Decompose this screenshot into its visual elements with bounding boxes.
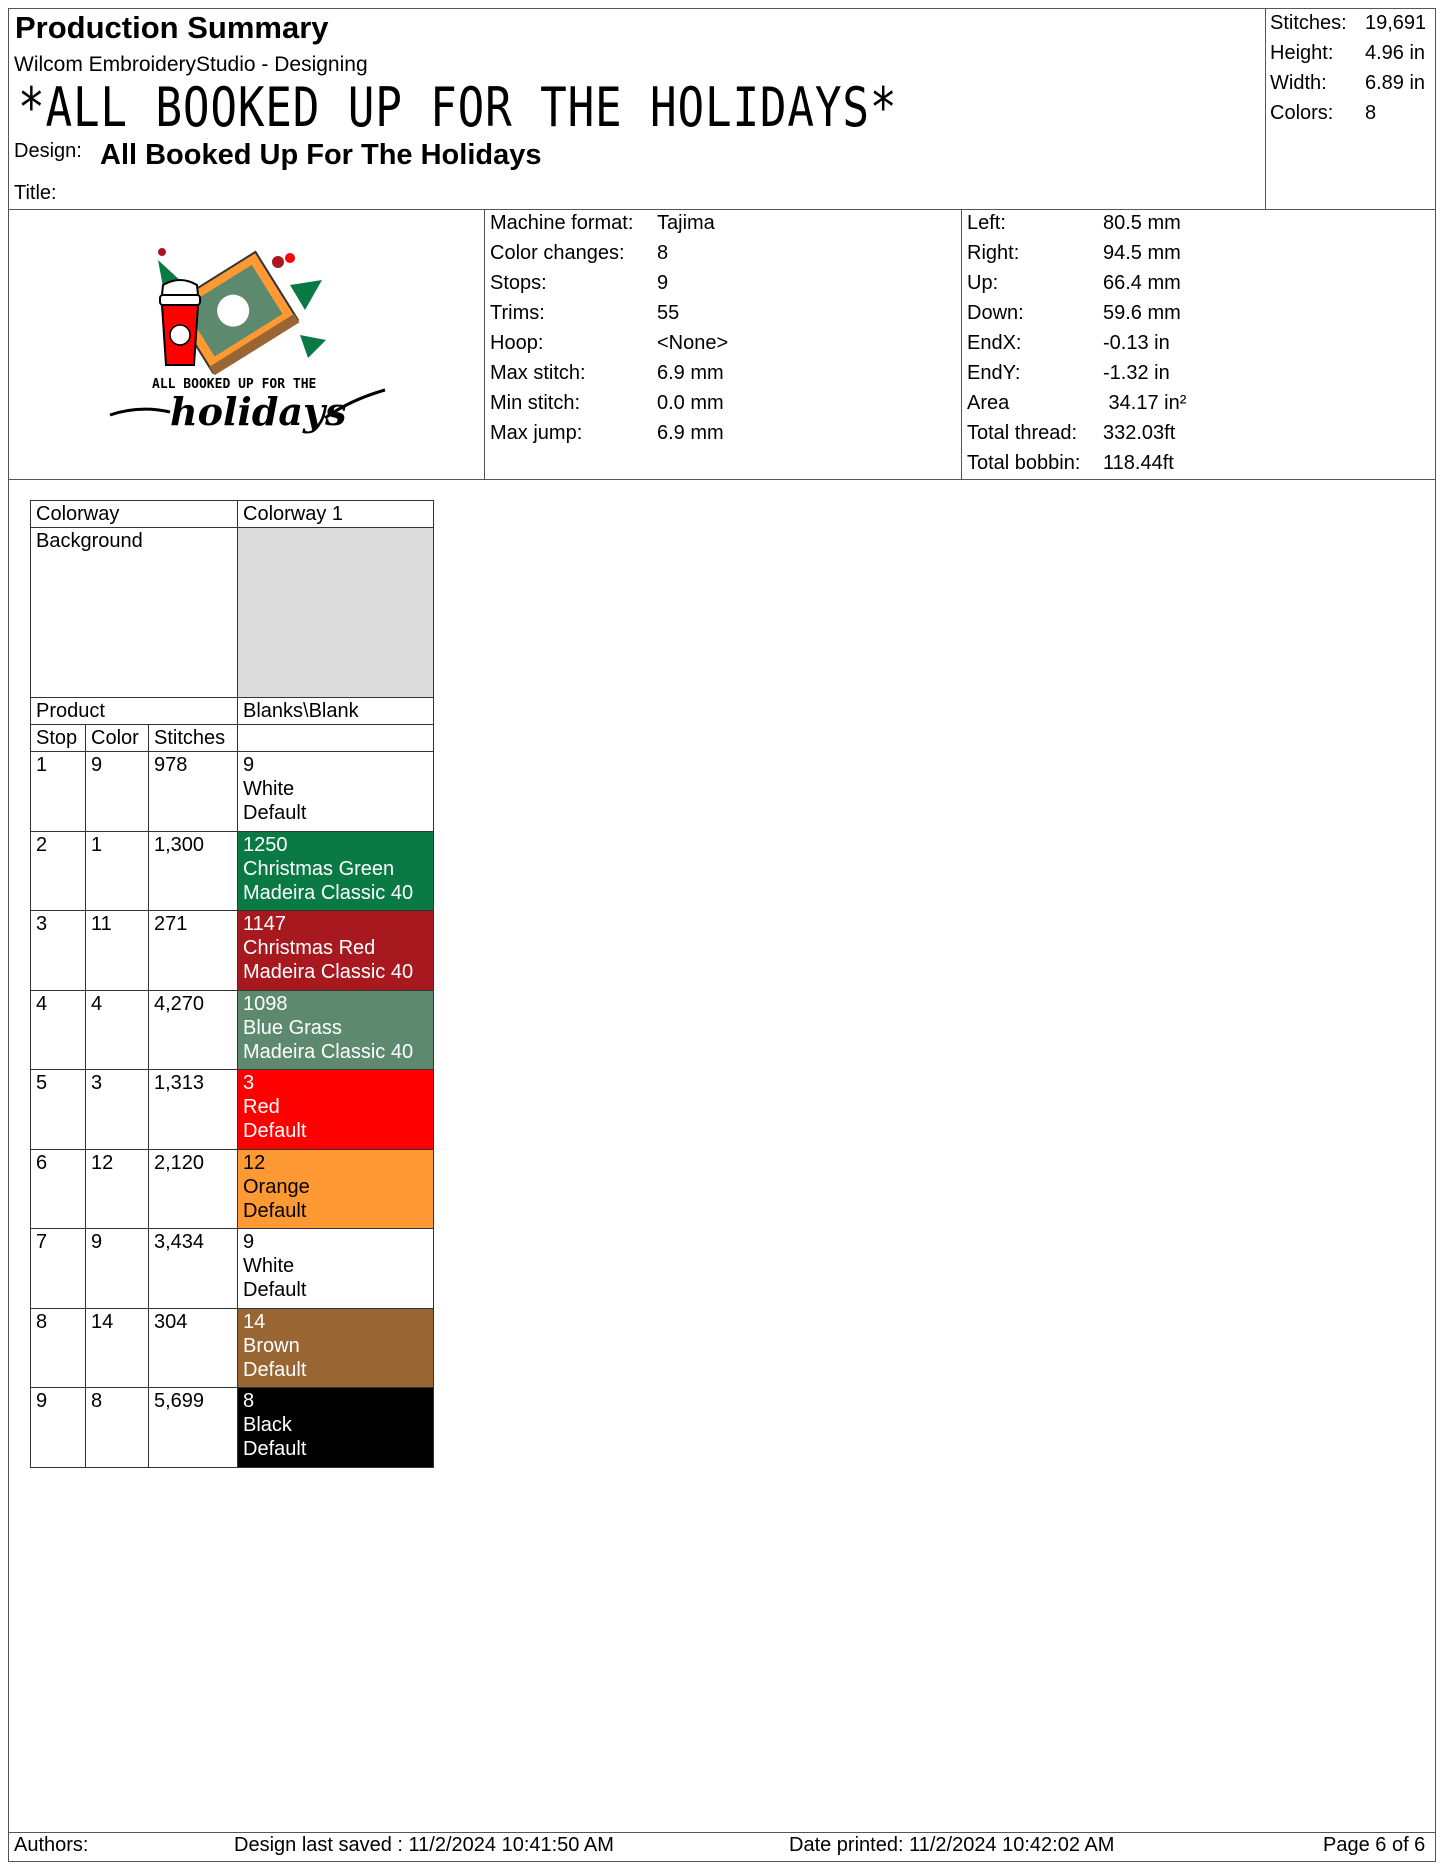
stitches-cell: 304 — [149, 1308, 238, 1388]
thread-code: 12 — [243, 1151, 266, 1174]
summary-value: 6.89 in — [1365, 72, 1426, 94]
thread-chart: Default — [243, 802, 307, 824]
extents-value: 118.44ft — [1103, 452, 1174, 474]
summary-value: 4.96 in — [1365, 42, 1426, 64]
machine-info-label: Hoop: — [490, 332, 544, 354]
summary-value: 19,691 — [1365, 12, 1427, 34]
machine-info-label: Trims: — [490, 302, 545, 324]
thread-chart: Madeira Classic 40 — [243, 1040, 414, 1063]
summary-row — [1270, 8, 1426, 38]
extents-value: -0.13 in — [1103, 332, 1170, 354]
machine-info-value: 6.9 mm — [657, 422, 724, 444]
extents-label: Total thread: — [967, 422, 1078, 444]
footer-last-saved: Design last saved : 11/2/2024 10:41:50 AM — [234, 1834, 614, 1856]
column-header-thread — [238, 725, 434, 752]
column-header-stitches: Stitches — [149, 725, 238, 752]
thread-code: 1098 — [243, 992, 288, 1015]
background-swatch — [238, 528, 434, 698]
extents-panel — [967, 208, 1186, 478]
color-cell: 8 — [86, 1388, 149, 1468]
thread-code: 1147 — [243, 913, 287, 935]
thread-swatch — [238, 990, 434, 1070]
machine-info-value: 0.0 mm — [657, 392, 724, 414]
thread-chart: Default — [243, 1199, 307, 1222]
software-name: Wilcom EmbroideryStudio - Designing — [14, 53, 368, 76]
summary-panel — [1270, 8, 1426, 128]
info-bottom-rule — [8, 479, 1436, 480]
extents-row — [967, 208, 1186, 238]
thread-chart: Default — [243, 1438, 307, 1460]
thread-name: Orange — [243, 1175, 310, 1198]
machine-info-label: Max stitch: — [490, 362, 586, 384]
extents-row — [967, 298, 1186, 328]
extents-row — [967, 328, 1186, 358]
machine-info-value: 9 — [657, 272, 669, 294]
machine-info-row — [490, 208, 728, 238]
stop-cell: 6 — [31, 1149, 86, 1229]
extents-label: Down: — [967, 302, 1024, 324]
stop-cell: 1 — [31, 752, 86, 832]
product-row — [31, 698, 434, 725]
stitches-cell: 271 — [149, 911, 238, 991]
extents-value: -1.32 in — [1103, 362, 1170, 384]
stop-row — [31, 990, 434, 1070]
color-cell: 3 — [86, 1070, 149, 1150]
footer-page-number: Page 6 of 6 — [1323, 1834, 1426, 1856]
thread-swatch — [238, 911, 434, 991]
thread-code: 9 — [243, 754, 255, 776]
summary-label: Height: — [1270, 42, 1334, 64]
extents-row — [967, 388, 1186, 418]
footer-authors: Authors: — [14, 1834, 89, 1856]
stitches-cell: 1,313 — [149, 1070, 238, 1150]
background-label: Background — [31, 528, 238, 698]
summary-label: Width: — [1270, 72, 1327, 94]
summary-row — [1270, 38, 1426, 68]
extents-value: 94.5 mm — [1103, 242, 1181, 264]
summary-label: Stitches: — [1270, 12, 1347, 34]
machine-info-value: 8 — [657, 242, 669, 264]
stop-cell: 9 — [31, 1388, 86, 1468]
thread-name: White — [243, 1255, 295, 1277]
background-row — [31, 528, 434, 698]
colorway-label: Colorway — [31, 501, 238, 528]
design-caption: *ALL BOOKED UP FOR THE HOLIDAYS* — [18, 76, 898, 139]
machine-info-row — [490, 358, 728, 388]
stop-cell: 7 — [31, 1229, 86, 1309]
thread-chart: Default — [243, 1120, 307, 1142]
thread-code: 9 — [243, 1231, 255, 1253]
page-title: Production Summary — [15, 10, 329, 45]
stop-cell: 2 — [31, 831, 86, 911]
stitches-cell: 2,120 — [149, 1149, 238, 1229]
footer-rule — [8, 1832, 1436, 1833]
machine-info-label: Machine format: — [490, 212, 634, 234]
color-cell: 9 — [86, 1229, 149, 1309]
color-cell: 11 — [86, 911, 149, 991]
machine-info-value: Tajima — [657, 212, 715, 234]
embroidery-preview-image — [100, 240, 400, 450]
stop-cell: 8 — [31, 1308, 86, 1388]
stop-row — [31, 1229, 434, 1309]
color-cell: 4 — [86, 990, 149, 1070]
machine-info-row — [490, 388, 728, 418]
stop-cell: 3 — [31, 911, 86, 991]
info-divider-2 — [961, 209, 962, 479]
thread-swatch — [238, 752, 434, 832]
machine-info-row — [490, 238, 728, 268]
extents-label: EndX: — [967, 332, 1022, 354]
stop-row — [31, 1308, 434, 1388]
column-header-row — [31, 725, 434, 752]
machine-info-row — [490, 328, 728, 358]
extents-label: Up: — [967, 272, 999, 294]
machine-info-row — [490, 298, 728, 328]
thread-name: Blue Grass — [243, 1016, 342, 1039]
stitches-cell: 4,270 — [149, 990, 238, 1070]
machine-info-label: Color changes: — [490, 242, 625, 264]
thread-name: Red — [243, 1096, 280, 1118]
extents-label: Right: — [967, 242, 1020, 264]
thread-name: Black — [243, 1414, 292, 1436]
machine-info-value: <None> — [657, 332, 729, 354]
thread-swatch — [238, 1388, 434, 1468]
thread-chart: Madeira Classic 40 — [243, 881, 414, 904]
stop-row — [31, 1388, 434, 1468]
extents-label: Left: — [967, 212, 1006, 234]
stitches-cell: 5,699 — [149, 1388, 238, 1468]
thread-swatch — [238, 831, 434, 911]
machine-info-label: Min stitch: — [490, 392, 581, 414]
thread-name: Christmas Red — [243, 937, 376, 959]
thread-swatch — [238, 1149, 434, 1229]
thread-code: 14 — [243, 1310, 266, 1333]
machine-info-label: Stops: — [490, 272, 547, 294]
machine-info-label: Max jump: — [490, 422, 583, 444]
preview-text-top: ALL BOOKED UP FOR THE — [152, 377, 317, 392]
extents-row — [967, 448, 1186, 478]
product-value: Blanks\Blank — [238, 698, 434, 725]
preview-text-script: holidays — [170, 389, 347, 434]
color-cell: 12 — [86, 1149, 149, 1229]
header-divider — [1265, 8, 1266, 209]
extents-value: 80.5 mm — [1103, 212, 1181, 234]
extents-value: 66.4 mm — [1103, 272, 1181, 294]
machine-info-panel — [490, 208, 728, 448]
machine-info-value: 6.9 mm — [657, 362, 724, 384]
thread-code: 8 — [243, 1390, 255, 1412]
thread-name: Christmas Green — [243, 857, 395, 880]
extents-label: Total bobbin: — [967, 452, 1081, 474]
thread-chart: Default — [243, 1358, 307, 1381]
stop-cell: 4 — [31, 990, 86, 1070]
stop-row — [31, 752, 434, 832]
extents-label: EndY: — [967, 362, 1021, 384]
color-cell: 9 — [86, 752, 149, 832]
thread-name: Brown — [243, 1334, 300, 1357]
extents-row — [967, 418, 1186, 448]
color-cell: 1 — [86, 831, 149, 911]
extents-value: 59.6 mm — [1103, 302, 1181, 324]
summary-value: 8 — [1365, 102, 1377, 124]
thread-chart: Default — [243, 1279, 307, 1301]
design-preview — [100, 240, 400, 450]
thread-code: 1250 — [243, 833, 288, 856]
stitches-cell: 1,300 — [149, 831, 238, 911]
stop-row — [31, 1149, 434, 1229]
machine-info-row — [490, 268, 728, 298]
stop-row — [31, 831, 434, 911]
thread-name: White — [243, 778, 295, 800]
stop-cell: 5 — [31, 1070, 86, 1150]
summary-label: Colors: — [1270, 102, 1334, 124]
thread-swatch — [238, 1070, 434, 1150]
thread-swatch — [238, 1229, 434, 1309]
summary-row — [1270, 68, 1426, 98]
stop-row — [31, 1070, 434, 1150]
colorway-name: Colorway 1 — [238, 501, 434, 528]
stop-row — [31, 911, 434, 991]
colorway-table — [30, 500, 434, 1468]
extents-label: Area — [967, 392, 1010, 414]
color-cell: 14 — [86, 1308, 149, 1388]
thread-swatch — [238, 1308, 434, 1388]
title-label: Title: — [14, 182, 57, 204]
extents-row — [967, 238, 1186, 268]
design-name: All Booked Up For The Holidays — [100, 139, 542, 171]
machine-info-row — [490, 418, 728, 448]
thread-chart: Madeira Classic 40 — [243, 961, 414, 983]
stitches-cell: 3,434 — [149, 1229, 238, 1309]
machine-info-value: 55 — [657, 302, 680, 324]
extents-row — [967, 358, 1186, 388]
extents-value: 332.03ft — [1103, 422, 1176, 444]
thread-code: 3 — [243, 1072, 255, 1094]
product-label: Product — [31, 698, 238, 725]
info-divider-1 — [484, 209, 485, 479]
footer-date-printed: Date printed: 11/2/2024 10:42:02 AM — [789, 1834, 1115, 1856]
column-header-stop: Stop — [31, 725, 86, 752]
column-header-color: Color — [86, 725, 149, 752]
extents-value: 34.17 in² — [1103, 392, 1187, 414]
extents-row — [967, 268, 1186, 298]
design-label: Design: — [14, 140, 82, 162]
summary-row — [1270, 98, 1426, 128]
colorway-header-row — [31, 501, 434, 528]
stitches-cell: 978 — [149, 752, 238, 832]
